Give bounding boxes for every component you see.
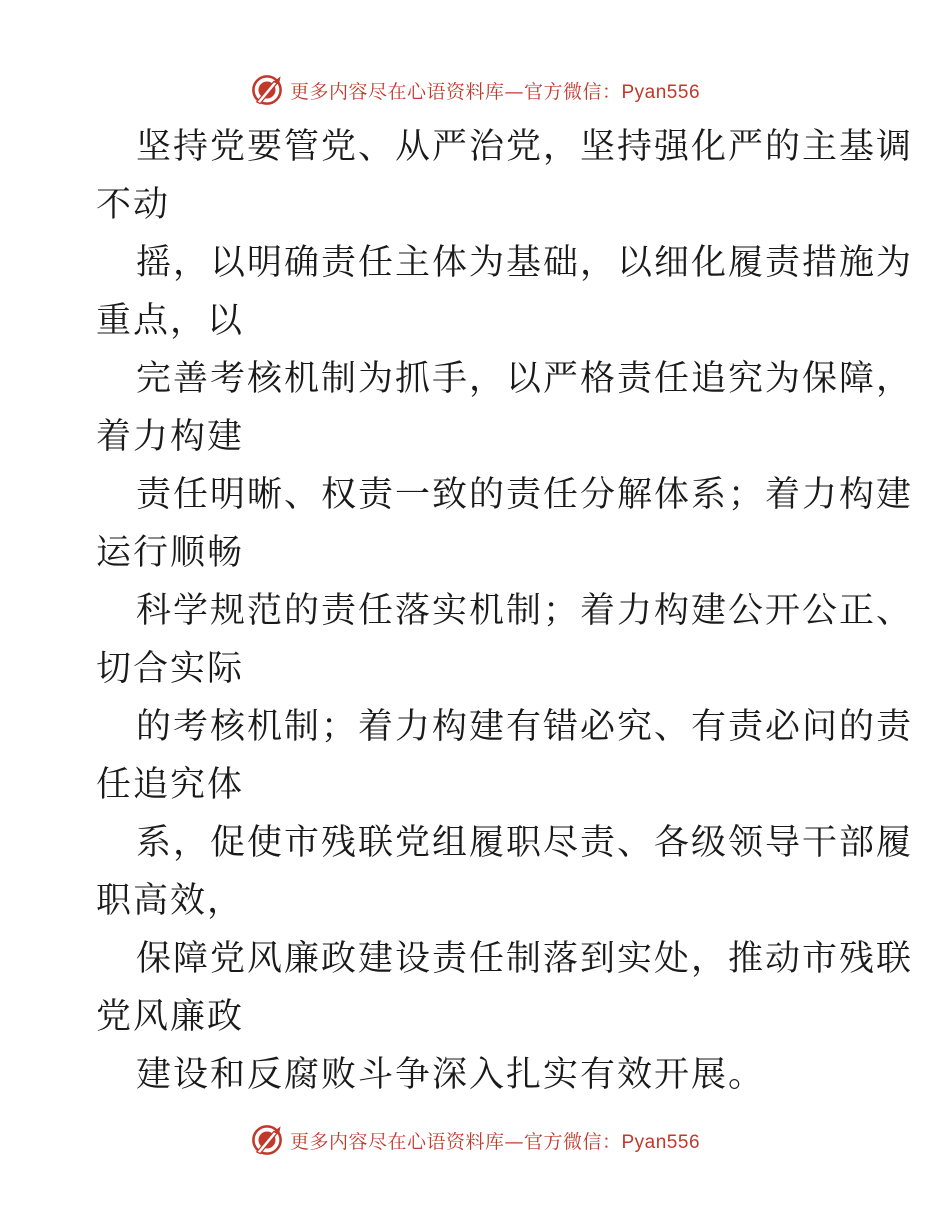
paragraph-line: 运行顺畅 <box>96 533 245 573</box>
quill-pen-logo-icon <box>250 1123 284 1157</box>
paragraph-line: 建设和反腐败斗争深入扎实有效开展。 <box>136 1055 766 1095</box>
paragraph-line: 党风廉政 <box>96 997 245 1037</box>
paragraph-line: 责任明晰、权责一致的责任分解体系；着力构建 <box>136 475 914 515</box>
paragraph-line: 重点，以 <box>96 301 245 341</box>
watermark-wechat-id: Pyan556 <box>621 81 701 103</box>
paragraph-line: 摇，以明确责任主体为基础，以细化履责措施为 <box>136 243 914 283</box>
paragraph-line: 科学规范的责任落实机制；着力构建公开公正、 <box>136 591 914 631</box>
paragraph-line: 系，促使市残联党组履职尽责、各级领导干部履 <box>136 823 914 863</box>
watermark-text: 更多内容尽在心语资料库—官方微信：Pyan556 <box>289 80 701 103</box>
paragraph-line: 不动 <box>96 185 171 225</box>
paragraph-line: 切合实际 <box>96 649 245 689</box>
paragraph-line: 完善考核机制为抓手，以严格责任追究为保障， <box>136 359 914 399</box>
document-body <box>96 118 914 1104</box>
header-watermark <box>0 70 950 110</box>
paragraph-line: 保障党风廉政建设责任制落到实处，推动市残联 <box>136 939 914 979</box>
paragraph-line: 职高效， <box>96 881 245 921</box>
paragraph-line: 任追究体 <box>96 765 245 805</box>
quill-pen-logo-icon <box>250 73 284 107</box>
watermark-wechat-id: Pyan556 <box>621 1131 701 1153</box>
paragraph-line: 的考核机制；着力构建有错必究、有责必问的责 <box>136 707 914 747</box>
watermark-text: 更多内容尽在心语资料库—官方微信：Pyan556 <box>289 1130 701 1153</box>
paragraph-line: 着力构建 <box>96 417 245 457</box>
footer-watermark <box>0 1120 950 1160</box>
paragraph-line: 坚持党要管党、从严治党，坚持强化严的主基调 <box>136 127 914 167</box>
